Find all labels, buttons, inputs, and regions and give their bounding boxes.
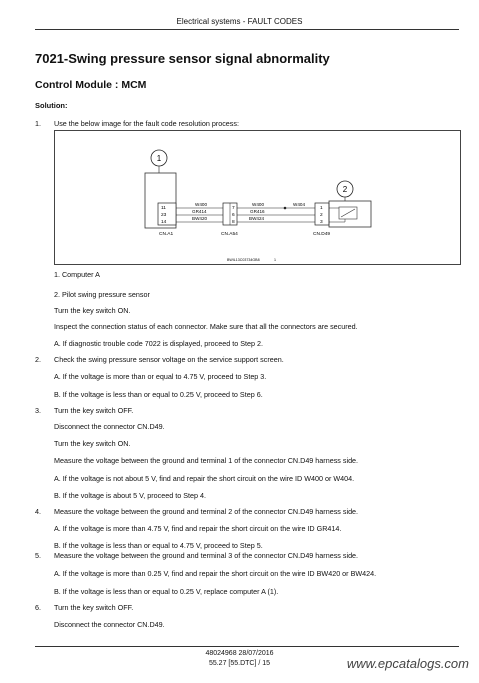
footer-doc-ref: 48024968 28/07/2016 xyxy=(205,650,274,657)
step-number: 4. xyxy=(35,507,41,516)
step-text: Check the swing pressure sensor voltage on the service support screen. xyxy=(54,355,284,364)
callout-2: 2 xyxy=(342,185,348,194)
running-header: Electrical systems - FAULT CODES xyxy=(176,17,303,26)
wire-label: W404 xyxy=(293,202,306,207)
pin-label: 3 xyxy=(320,220,323,225)
legend-item: 1. Computer A xyxy=(54,270,100,279)
step-option: A. If the voltage is more than 4.75 V, find and repair the short circuit on the wire ID GR414. xyxy=(54,524,342,533)
solution-label: Solution: xyxy=(35,101,68,110)
wire-label: GR416 xyxy=(250,209,265,214)
wire-label: BW420 xyxy=(192,216,208,221)
step-text: Disconnect the connector CN.D49. xyxy=(54,620,165,629)
step-option: B. If the voltage is less than or equal to 0.25 V, replace computer A (1). xyxy=(54,587,279,596)
sensor-element-arrow xyxy=(341,209,355,217)
step-option: A. If the voltage is not about 5 V, find and repair the short circuit on the wire ID W400 or W404. xyxy=(54,474,355,483)
step-text: Measure the voltage between the ground and terminal 2 of the connector CN.D49 harness side. xyxy=(54,507,359,516)
control-module-subtitle: Control Module : MCM xyxy=(35,79,147,91)
callout-1: 1 xyxy=(156,154,162,163)
header-rule xyxy=(35,29,459,30)
pin-label: 7 xyxy=(232,206,235,211)
connector-label: CN.D49 xyxy=(313,232,331,237)
pressure-sensor-box xyxy=(329,201,371,227)
step-option: A. If diagnostic trouble code 7022 is displayed, proceed to Step 2. xyxy=(54,339,263,348)
pin-label: 1 xyxy=(320,206,323,211)
step-option: A. If the voltage is more than or equal to 4.75 V, proceed to Step 3. xyxy=(54,372,267,381)
step-number: 2. xyxy=(35,355,41,364)
footer-page-number: 55.27 [55.DTC] / 15 xyxy=(208,660,271,667)
legend-item: 2. Pilot swing pressure sensor xyxy=(54,290,150,299)
step-text: Use the below image for the fault code resolution process: xyxy=(54,119,239,128)
wire-label: GR414 xyxy=(192,209,207,214)
step-option: B. If the voltage is about 5 V, proceed to Step 4. xyxy=(54,491,206,500)
wire-label: W400 xyxy=(195,202,208,207)
step-text: Measure the voltage between the ground and terminal 1 of the connector CN.D49 harness side. xyxy=(54,456,359,465)
pin-label: 6 xyxy=(232,213,235,218)
pin-label: 2 xyxy=(320,213,323,218)
watermark: www.epcatalogs.com xyxy=(346,656,469,671)
page-title: 7021-Swing pressure sensor signal abnormality xyxy=(35,51,330,66)
connector-label: CN.A1 xyxy=(159,232,174,237)
wiring-diagram xyxy=(54,130,461,265)
wiring-diagram-svg xyxy=(55,131,460,264)
wire-label: BW424 xyxy=(249,216,265,221)
step-option: A. If the voltage is more than 0.25 V, find and repair the short circuit on the wire ID BW420 or BW424. xyxy=(54,569,377,578)
step-option: B. If the voltage is less than or equal to 0.25 V, proceed to Step 6. xyxy=(54,390,263,399)
pin-label: 23 xyxy=(161,213,167,218)
pin-label: 14 xyxy=(161,220,167,225)
step-text: Turn the key switch ON. xyxy=(54,439,131,448)
footer-rule xyxy=(35,646,459,647)
pin-label: 11 xyxy=(161,206,166,211)
step-number: 3. xyxy=(35,406,41,415)
step-text: Inspect the connection status of each connector. Make sure that all the connectors are secured. xyxy=(54,322,358,331)
step-text: Turn the key switch ON. xyxy=(54,306,131,315)
connector-label: CN.A54 xyxy=(221,232,238,237)
step-number: 6. xyxy=(35,603,41,612)
step-text: Turn the key switch OFF. xyxy=(54,603,134,612)
step-number: 5. xyxy=(35,551,41,560)
step-text: Disconnect the connector CN.D49. xyxy=(54,422,165,431)
step-number: 1. xyxy=(35,119,41,128)
step-text: Turn the key switch OFF. xyxy=(54,406,134,415)
wire-label: W400 xyxy=(252,202,265,207)
pin-label: 8 xyxy=(232,220,235,225)
step-option: B. If the voltage is less than or equal to 4.75 V, proceed to Step 5. xyxy=(54,541,263,550)
step-text: Measure the voltage between the ground and terminal 3 of the connector CN.D49 harness side. xyxy=(54,551,359,560)
figure-reference-number: 1 xyxy=(274,258,276,262)
figure-reference: BWIL13C03734GB8 xyxy=(227,258,260,262)
